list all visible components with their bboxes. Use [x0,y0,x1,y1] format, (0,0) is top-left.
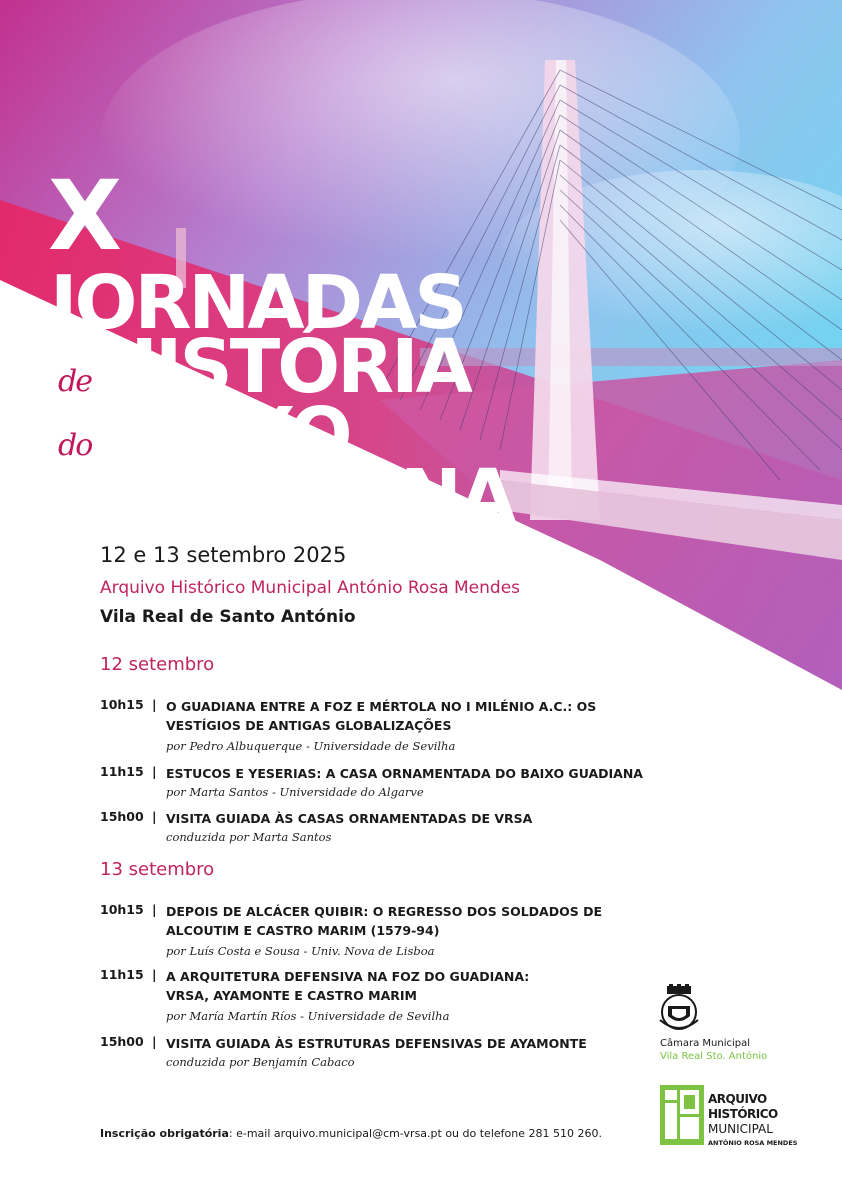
event-title [0,0,520,540]
session-title: DEPOIS DE ALCÁCER QUIBIR: O REGRESSO DOS SOLDADOS DE ALCOUTIM E CASTRO MARIM (1579-94) [166,904,602,938]
session-time: 11h15 [100,967,144,982]
title-baixo: BAIXO [106,392,350,478]
municipality-name: Câmara Municipal [660,1038,751,1049]
session-separator: | [152,697,157,712]
title-guadiana: GUADIANA [96,454,514,540]
event-venue: Arquivo Histórico Municipal António Rosa Mendes [100,578,521,598]
archive-name-line3: MUNICIPAL [708,1122,773,1136]
registration-text: : e-mail arquivo.municipal@cm-vrsa.pt ou do telefone 281 510 260. [228,1127,602,1140]
session-time: 11h15 [100,764,144,779]
session-title: ESTUCOS E YESERIAS: A CASA ORNAMENTADA DO BAIXO GUADIANA [166,766,643,781]
session-speaker: conduzida por Benjamín Cabaco [166,1055,355,1069]
event-dates: 12 e 13 setembro 2025 [100,543,347,567]
session-title: VISITA GUIADA ÀS ESTRUTURAS DEFENSIVAS DE AYAMONTE [166,1036,587,1051]
title-jornadas: JORNADAS [50,260,465,346]
event-city: Vila Real de Santo António [100,607,356,627]
session-time: 10h15 [100,697,144,712]
session-separator: | [152,764,157,779]
session-title: VISITA GUIADA ÀS CASAS ORNAMENTADAS DE VRSA [166,811,533,826]
municipality-crest-icon [656,984,702,1034]
session-separator: | [152,902,157,917]
title-numeral: X [48,160,120,272]
session-speaker: por Luís Costa e Sousa - Univ. Nova de Lisboa [166,944,435,958]
session-separator: | [152,967,157,982]
day-heading: 13 setembro [100,859,215,880]
session-speaker: por María Martín Ríos - Universidade de Sevilha [166,1009,450,1023]
day-heading: 12 setembro [100,654,215,675]
session-separator: | [152,809,157,824]
registration-label: Inscrição obrigatória [100,1127,229,1140]
session-title: A ARQUITETURA DEFENSIVA NA FOZ DO GUADIANA: VRSA, AYAMONTE E CASTRO MARIM [166,969,530,1003]
session-title: O GUADIANA ENTRE A FOZ E MÉRTOLA NO I MILÉNIO A.C.: OS VESTÍGIOS DE ANTIGAS GLOBALIZAÇÕES [166,699,597,733]
session-time: 15h00 [100,809,144,824]
session-time: 10h15 [100,902,144,917]
session-speaker: por Pedro Albuquerque - Universidade de Sevilha [166,739,456,753]
archive-name-line4: ANTÓNIO ROSA MENDES [708,1139,798,1147]
session-separator: | [152,1034,157,1049]
session-time: 15h00 [100,1034,144,1049]
title-connector-de: de [58,364,91,399]
session-speaker: por Marta Santos - Universidade do Algarve [166,785,424,799]
title-historia: HISTÓRIA [96,324,470,410]
session-speaker: conduzida por Marta Santos [166,830,332,844]
archive-name-line1: ARQUIVO [708,1092,767,1106]
registration-note [100,1127,602,1140]
archive-logo-icon [660,1085,704,1145]
title-connector-do: do [58,428,92,463]
municipality-town: Vila Real Sto. António [660,1051,768,1062]
archive-name-line2: HISTÓRICO [708,1107,778,1121]
